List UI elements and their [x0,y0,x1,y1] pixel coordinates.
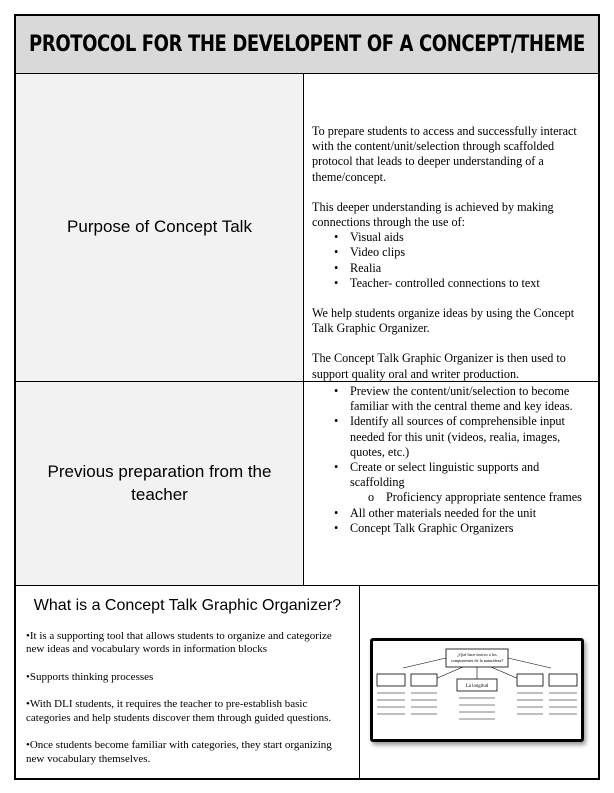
purpose-paragraph-1: To prepare students to access and successfully interact with the content/unit/selection through scaffolded protocol that leads to deeper understanding of a theme/concept. [312,124,577,184]
list-item: • Realia [312,261,590,276]
purpose-paragraph-2: This deeper understanding is achieved by making connections through the use of: [312,199,554,230]
category-box [411,674,437,686]
list-item: • Video clips [312,245,590,260]
purpose-row [16,74,598,382]
category-box [549,674,577,686]
writing-lines [377,693,577,719]
connector-line [508,658,551,668]
purpose-label: Purpose of Concept Talk [16,74,304,381]
graphic-organizer-svg [373,641,581,739]
list-item: • Preview the content/unit/selection to become familiar with the central theme and key ideas. [312,384,590,414]
list-item: • Concept Talk Graphic Organizers [312,521,590,536]
category-box [377,674,405,686]
list-item: • All other materials needed for the unit [312,506,590,521]
center-label: La longitud [465,684,489,689]
organizer-image-cell [360,586,598,778]
question-line-2: componentes de la naturaleza? [450,658,504,663]
preparation-label: Previous preparation from the teacher [16,382,304,585]
connector-line [435,667,463,679]
organizer-point: •Once students become familiar with categories, they start organizing new vocabulary themselves. [26,739,332,765]
preparation-content [304,382,598,585]
document-title: PROTOCOL FOR THE DEVELOPENT OF A CONCEPT/THEME [29,32,585,57]
organizer-title: What is a Concept Talk Graphic Organizer? [33,597,342,614]
protocol-document [14,14,600,780]
purpose-paragraph-3: We help students organize ideas by using the Concept Talk Graphic Organizer. [312,306,575,336]
list-item: • Visual aids [312,230,590,245]
organizer-point: •It is a supporting tool that allows students to organize and categorize new ideas and vocabulary words in information blocks [26,629,332,655]
connections-list [312,230,590,291]
organizer-point: •Supports thinking processes [26,670,154,683]
title-banner [16,16,598,74]
organizer-row [16,586,598,778]
category-box [517,674,543,686]
purpose-content [304,74,598,381]
list-item: • Identify all sources of comprehensible input needed for this unit (videos, realia, images, quotes, etc.) [312,414,590,460]
organizer-description [16,586,360,778]
question-line-1: ¿Qué hace únicos a los [457,652,497,657]
connector-line [491,667,519,679]
purpose-paragraph-4: The Concept Talk Graphic Organizer is then used to support quality oral and writer production. [312,351,566,381]
graphic-organizer-diagram [370,638,584,742]
list-item: • Create or select linguistic supports and scaffolding [312,460,590,490]
preparation-row [16,382,598,586]
sub-list-item: o Proficiency appropriate sentence frames [312,490,590,505]
organizer-point: •With DLI students, it requires the teacher to pre-establish basic categories and help students discover them through guided questions. [26,698,332,724]
connector-line [403,658,446,668]
list-item: • Teacher- controlled connections to text [312,276,590,291]
preparation-list [312,384,590,536]
